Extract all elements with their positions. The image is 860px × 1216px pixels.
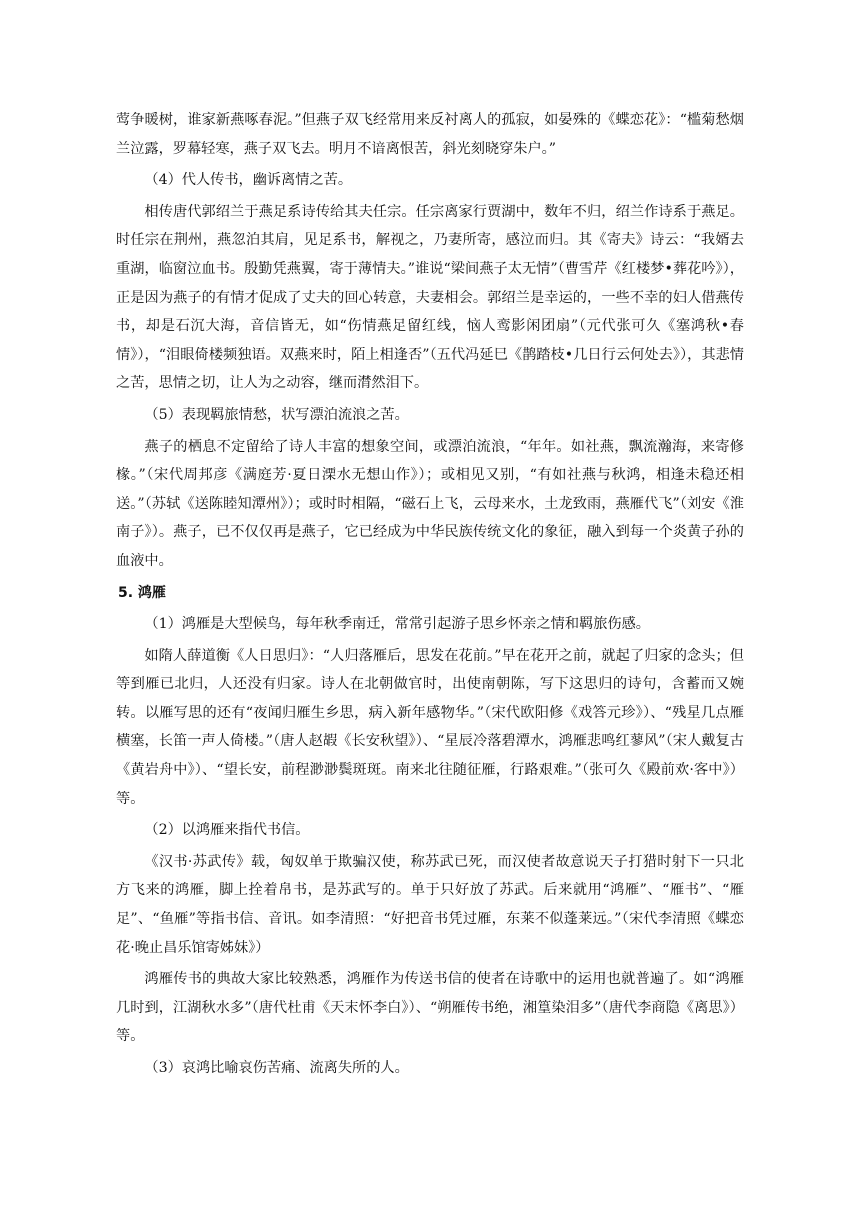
paragraph-goose-homesick: 如隋人薛道衡《人日思归》：“人归落雁后，思发在花前。”早在花开之前，就起了归家的念头；但等到雁已北归，人还没有归家。诗人在北朝做官时，出使南朝陈，写下这思归的诗句，含蓄而又婉转。以雁写思的还有“夜闻归雁生乡思，病入新年感物华。”（宋代欧阳修《戏答元珍》）、“残星几点雁横塞，长笛一声人倚楼。”（唐人赵嘏《长安秋望》）、“星辰冷落碧潭水，鸿雁悲鸣红蓼风”（宋人戴复古《黄岩舟中》）、“望长安，前程渺渺鬓斑斑。南来北往随征雁，行路艰难。”（张可久《殿前欢·客中》）等。 [116,647,744,807]
subheading-swallow-5: （5）表现羁旅情愁，状写漂泊流浪之苦。 [144,406,409,423]
paragraph-goose-letters: 鸿雁传书的典故大家比较熟悉，鸿雁作为传送书信的使者在诗歌中的运用也就普遍了。如“鸿雁几时到，江湖秋水多”（唐代杜甫《天末怀李白》）、“朔雁传书绝，湘篁染泪多”（唐代李商隐《离思》）等。 [116,971,744,1045]
subheading-swallow-4: （4）代人传书，幽诉离情之苦。 [144,172,353,189]
paragraph-swallow-wandering: 燕子的栖息不定留给了诗人丰富的想象空间，或漂泊流浪，“年年。如社燕，飘流瀚海，来寄修椽。”（宋代周邦彦《满庭芳·夏日溧水无想山作》）；或相见又别，“有如社燕与秋鸿，相逢未稳还相送。”（苏轼《送陈睦知潭州》）；或时时相隔，“磁石上飞，云母来水，土龙致雨，燕雁代飞”（刘安《淮南子》）。燕子，已不仅仅再是燕子，它已经成为中华民族传统文化的象征，融入到每一个炎黄子孙的血液中。 [116,438,744,569]
document-page [116,106,744,1086]
paragraph-guo-shaolan: 相传唐代郭绍兰于燕足系诗传给其夫任宗。任宗离家行贾湖中，数年不归，绍兰作诗系于燕足。时任宗在荆州，燕忽泊其肩，见足系书，解视之，乃妻所寄，感泣而归。其《寄夫》诗云：“我婿去重湖，临窗泣血书。殷勤凭燕翼，寄于薄情夫。”谁说“梁间燕子太无情”（曹雪芹《红楼梦•葬花吟》），正是因为燕子的有情才促成了丈夫的回心转意，夫妻相会。郭绍兰是幸运的，一些不幸的妇人借燕传书，却是石沉大海，音信皆无，如“伤情燕足留红线，恼人鸾影闲团扇”（元代张可久《塞鸿秋•春情》），“泪眼倚楼频独语。双燕来时，陌上相逢否”（五代冯延巳《鹊踏枝•几日行云何处去》），其悲情之苦，思情之切，让人为之动容，继而潸然泪下。 [116,203,744,392]
subheading-goose-1: （1）鸿雁是大型候鸟，每年秋季南迁，常常引起游子思乡怀亲之情和羁旅伤感。 [144,616,650,633]
paragraph-su-wu: 《汉书·苏武传》载，匈奴单于欺骗汉使，称苏武已死，而汉使者故意说天子打猎时射下一只北方飞来的鸿雁，脚上拴着帛书，是苏武写的。单于只好放了苏武。后来就用“鸿雁”、“雁书”、“雁足”、“鱼雁”等指书信、音讯。如李清照：“好把音书凭过雁，东莱不似蓬莱远。”（宋代李清照《蝶恋花·晚止昌乐馆寄姊妹》） [116,853,744,956]
subheading-goose-3: （3）哀鸿比喻哀伤苦痛、流离失所的人。 [144,1060,409,1076]
paragraph-swallow-pair: 莺争暖树，谁家新燕啄春泥。”但燕子双飞经常用来反衬离人的孤寂，如晏殊的《蝶恋花》：“槛菊愁烟兰泣露，罗幕轻寒，燕子双飞去。明月不谙离恨苦，斜光刻晓穿朱户。” [116,112,744,157]
subheading-goose-2: （2）以鸿雁来指代书信。 [144,822,310,839]
section-heading-wild-goose: 5. 鸿雁 [118,584,166,601]
